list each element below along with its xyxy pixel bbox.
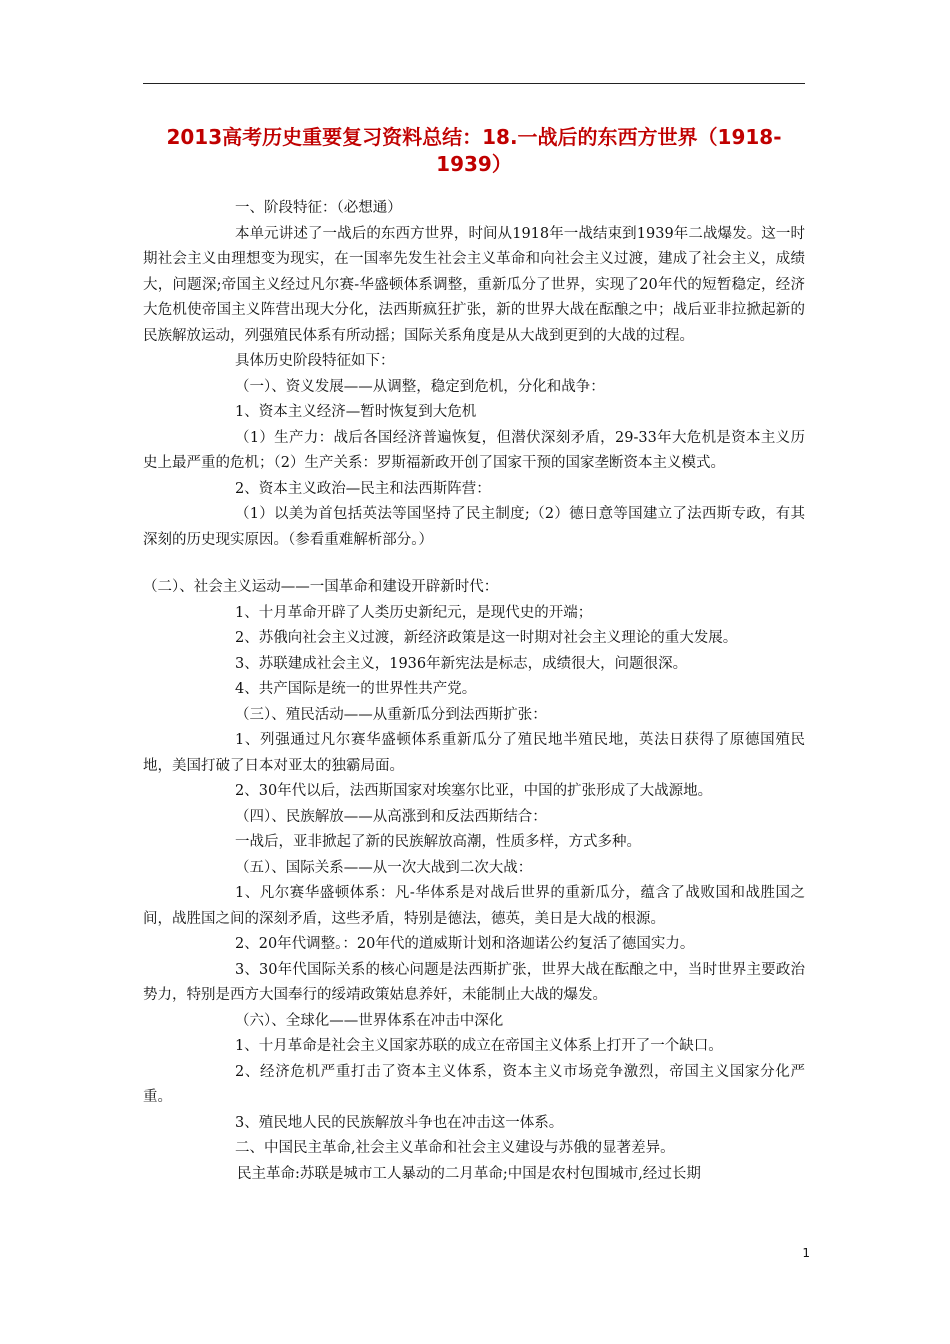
body-paragraph: 3、苏联建成社会主义，1936年新宪法是标志，成绩很大，问题很深。 xyxy=(235,655,688,672)
body-paragraph: 二、中国民主革命,社会主义革命和社会主义建设与苏俄的显著差异。 xyxy=(235,1140,675,1156)
page-number: 1 xyxy=(802,1246,810,1260)
header-rule xyxy=(143,83,805,84)
body-paragraph: （六）、全球化——世界体系在冲击中深化 xyxy=(235,1012,504,1029)
body-paragraph: 一、阶段特征：（必想通） xyxy=(235,200,402,216)
body-paragraph: 具体历史阶段特征如下： xyxy=(235,353,395,369)
body-paragraph: 4、共产国际是统一的世界性共产党。 xyxy=(235,681,477,697)
body-paragraph: （1）以美为首包括英法等国坚持了民主制度;（2）德日意等国建立了法西斯专政，有其深刻的历史现实原因。（参看重难解析部分。） xyxy=(143,506,805,548)
body-paragraph: 本单元讲述了一战后的东西方世界，时间从1918年一战结束到1939年二战爆发。这一时期社会主义由理想变为现实，在一国率先发生社会主义革命和向社会主义过渡，建成了社会主义，成绩大，问题深;帝国主义经过凡尔赛-华盛顿体系调整，重新瓜分了世界，实现了20年代的短暂稳定，经济大危机使帝国主义阵营出现大分化，法西斯疯狂扩张，新的世界大战在酝酿之中；战后亚非拉掀起新的民族解放运动，列强殖民体系有所动摇；国际关系角度是从大战到更到的大战的过程。 xyxy=(143,225,805,344)
body-paragraph: 1、凡尔赛华盛顿体系：凡-华体系是对战后世界的重新瓜分，蕴含了战败国和战胜国之间，战胜国之间的深刻矛盾，这些矛盾，特别是德法，德英，美日是大战的根源。 xyxy=(143,885,805,927)
body-paragraph: （二）、社会主义运动——一国革命和建设开辟新时代： xyxy=(143,579,499,595)
document-body xyxy=(143,196,805,1187)
body-paragraph: （五）、国际关系——从一次大战到二次大战： xyxy=(235,859,533,876)
blank-line xyxy=(143,553,805,575)
body-paragraph: （四）、民族解放——从高涨到和反法西斯结合： xyxy=(235,808,547,825)
page-title: 2013高考历史重要复习资料总结：18.一战后的东西方世界（1918-1939） xyxy=(166,125,782,176)
body-paragraph: 1、十月革命开辟了人类历史新纪元，是现代史的开端； xyxy=(235,604,593,621)
body-paragraph: 2、苏俄向社会主义过渡，新经济政策是这一时期对社会主义理论的重大发展。 xyxy=(235,630,738,646)
body-paragraph: 3、殖民地人民的民族解放斗争也在冲击这一体系。 xyxy=(235,1114,564,1131)
body-paragraph: 1、资本主义经济—暂时恢复到大危机 xyxy=(235,404,477,420)
body-paragraph: 一战后，亚非掀起了新的民族解放高潮，性质多样，方式多种。 xyxy=(235,834,641,850)
body-paragraph: 1、列强通过凡尔赛华盛顿体系重新瓜分了殖民地半殖民地，英法日获得了原德国殖民地，美国打破了日本对亚太的独霸局面。 xyxy=(143,732,805,774)
body-paragraph: 民主革命:苏联是城市工人暴动的二月革命;中国是农村包围城市,经过长期 xyxy=(237,1165,701,1182)
body-paragraph: 2、30年代以后，法西斯国家对埃塞尔比亚，中国的扩张形成了大战源地。 xyxy=(235,783,713,799)
body-paragraph: 2、资本主义政治—民主和法西斯阵营： xyxy=(235,480,491,497)
body-paragraph: （一）、资义发展——从调整，稳定到危机，分化和战争： xyxy=(235,378,605,395)
body-paragraph: 1、十月革命是社会主义国家苏联的成立在帝国主义体系上打开了一个缺口。 xyxy=(235,1038,723,1054)
body-paragraph: 2、经济危机严重打击了资本主义体系，资本主义市场竞争激烈，帝国主义国家分化严重。 xyxy=(143,1063,805,1105)
body-paragraph: 2、20年代调整。：20年代的道威斯计划和洛迦诺公约复活了德国实力。 xyxy=(235,936,695,952)
body-paragraph: （三）、殖民活动——从重新瓜分到法西斯扩张： xyxy=(235,706,547,723)
body-paragraph: （1）生产力：战后各国经济普遍恢复，但潜伏深刻矛盾，29-33年大危机是资本主义历史上最严重的危机；（2）生产关系：罗斯福新政开创了国家干预的国家垄断资本主义模式。 xyxy=(143,429,805,471)
body-paragraph: 3、30年代国际关系的核心问题是法西斯扩张，世界大战在酝酿之中，当时世界主要政治势力，特别是西方大国奉行的绥靖政策姑息养奸，未能制止大战的爆发。 xyxy=(143,961,805,1003)
